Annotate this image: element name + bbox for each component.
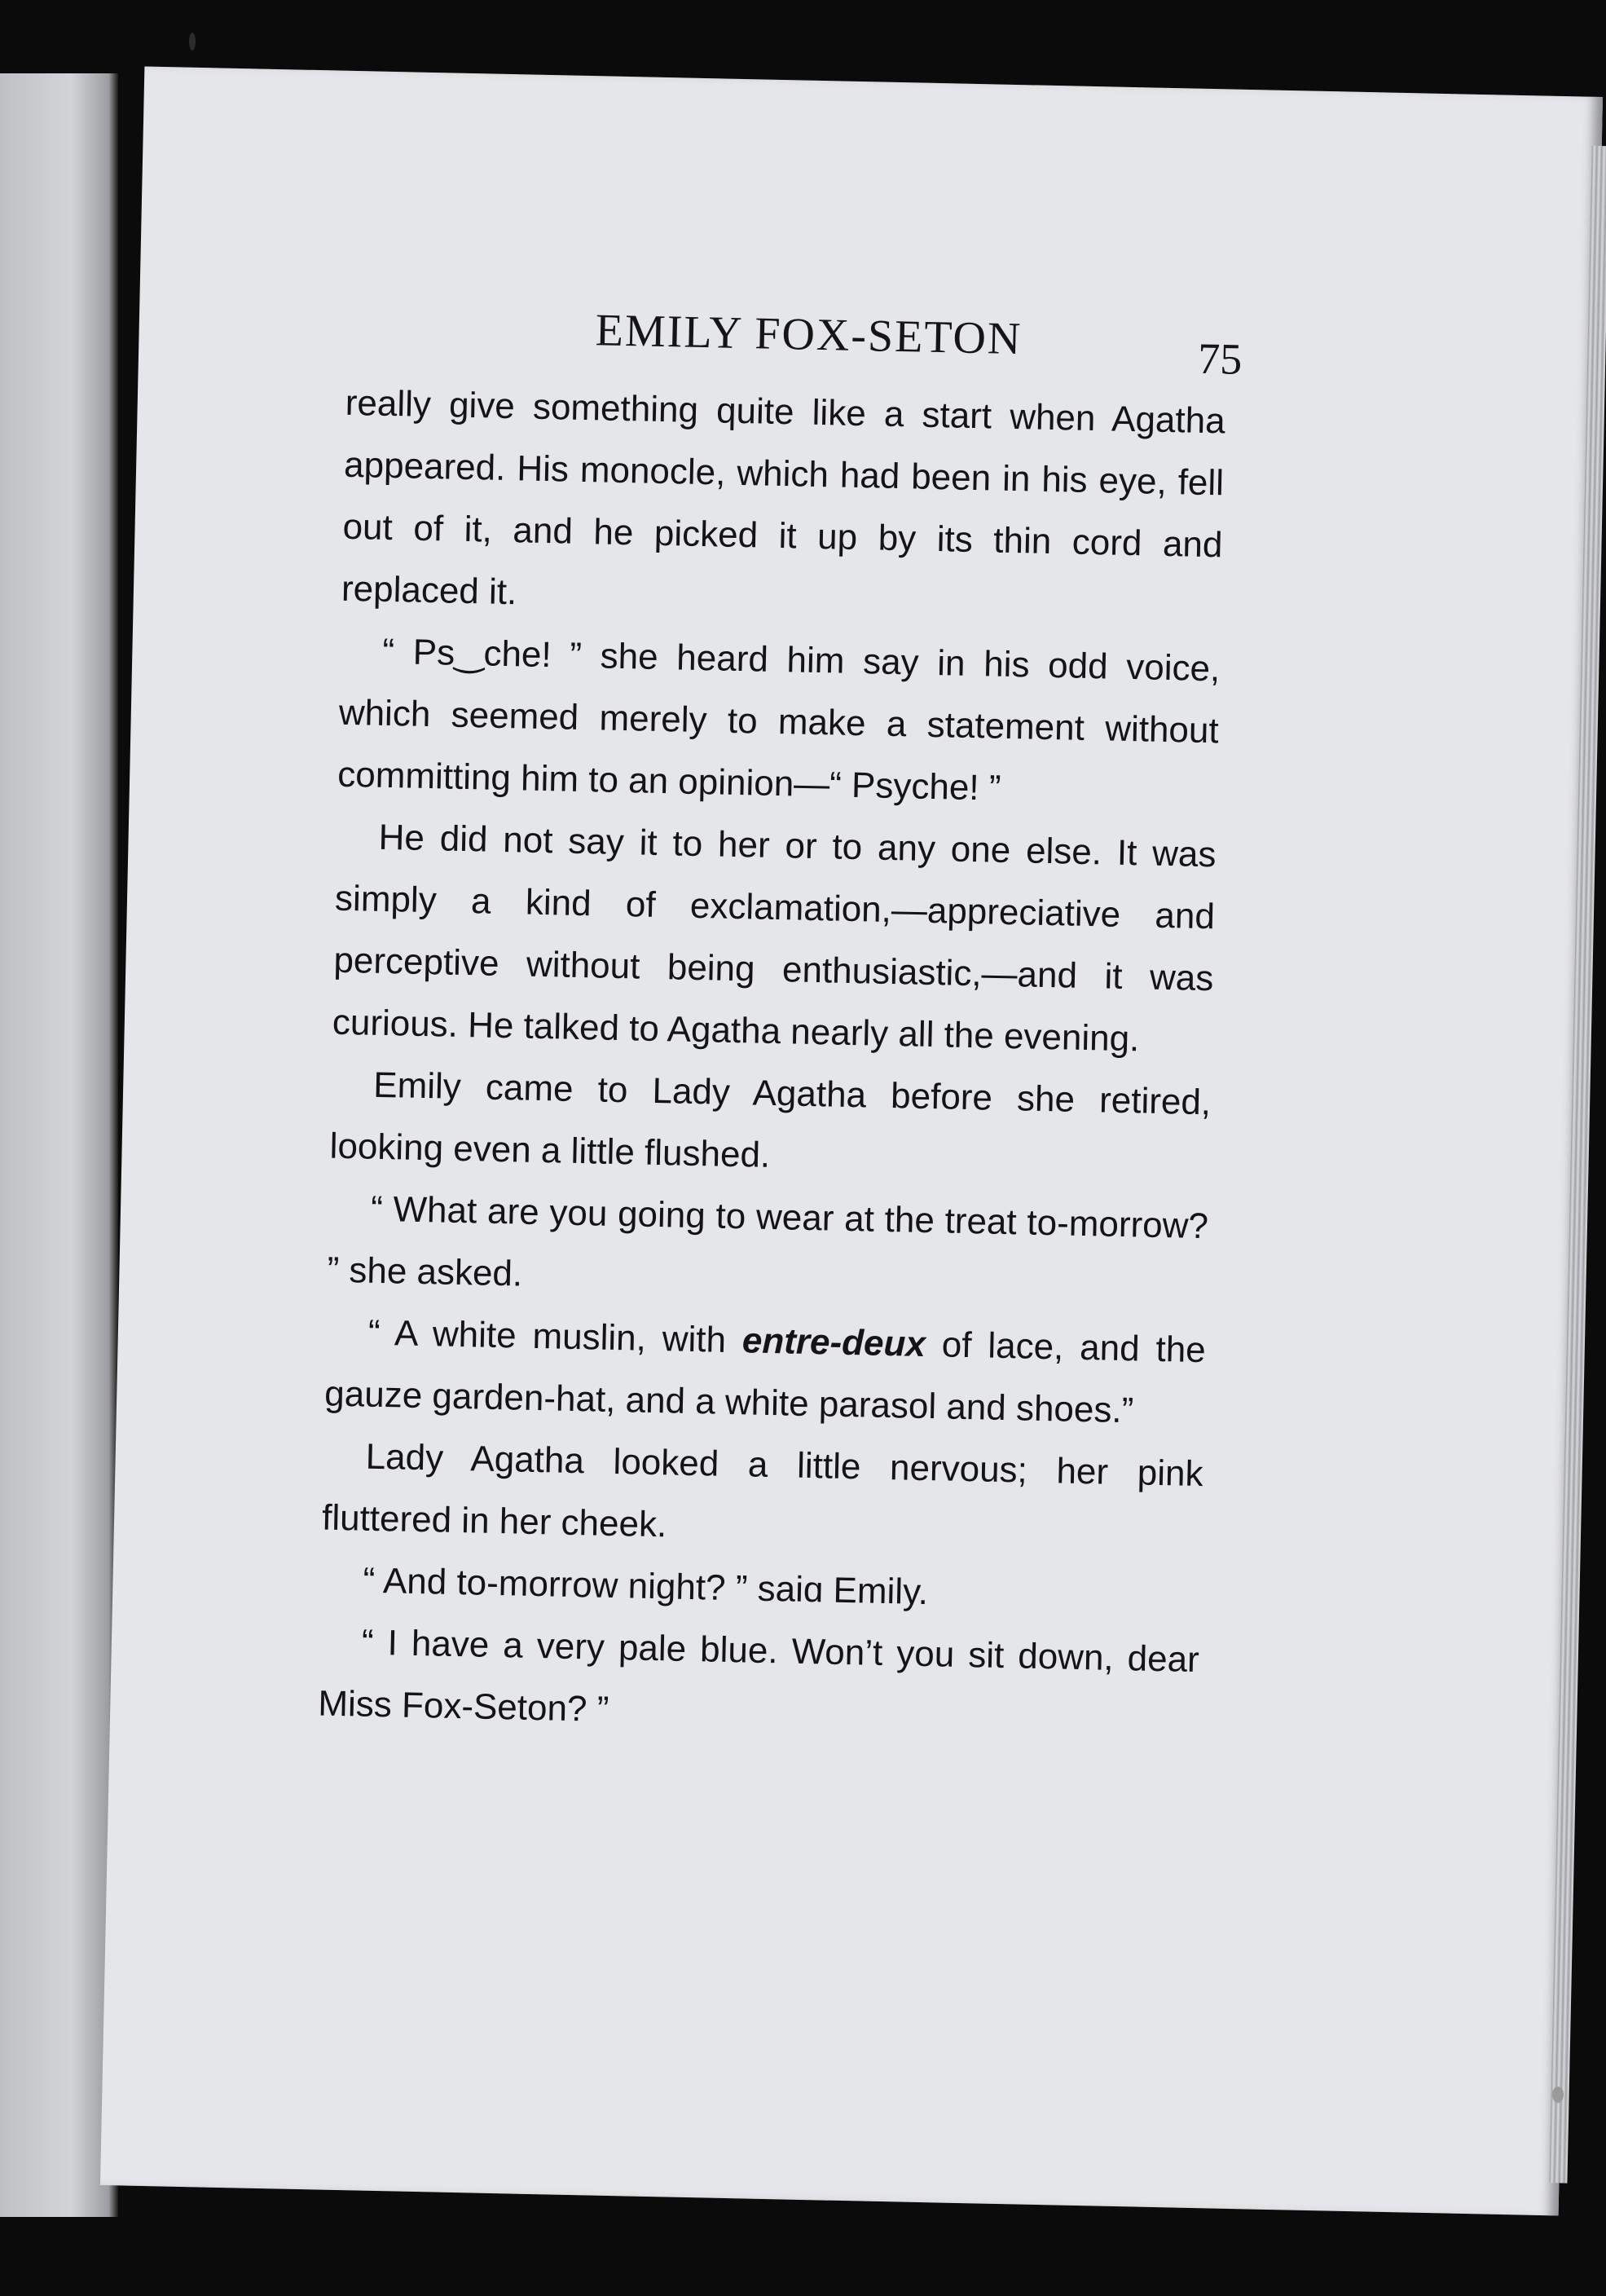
paragraph: “ I have a very pale blue. Won’t you sit down, dear Miss Fox-Seton? ” xyxy=(317,1622,1200,1730)
body-text xyxy=(318,372,1226,1753)
paragraph xyxy=(324,1302,1207,1444)
paragraph: “ What are you going to wear at the treat to-morrow? ” she asked. xyxy=(327,1188,1209,1294)
book-page xyxy=(100,67,1603,2216)
paragraph: really give something quite like a start when Agatha appeared. His monocle, which had been in his eye, fell out of it, and he picked it up by its thin cord and replaced it. xyxy=(341,382,1226,613)
running-title: EMILY FOX-SETON xyxy=(595,305,1023,365)
italic-phrase: entre-deux xyxy=(741,1320,926,1364)
scan-speck xyxy=(1552,2087,1564,2103)
paragraph: “ Ps‿che! ” she heard him say in his odd voice, which seemed merely to make a statement without committing him to an opinion—“ Psyche! ” xyxy=(337,631,1221,809)
page-fore-edge xyxy=(1549,146,1606,2184)
page-number: 75 xyxy=(1197,333,1243,384)
paragraph: He did not say it to her or to any one else. It was simply a kind of exclamation,—appreciative and perceptive without being enthusiastic,—and it was curious. He talked to Agatha nearly all the evening. xyxy=(332,817,1217,1060)
scan-speck xyxy=(189,33,196,51)
text-run: “ A white muslin, with xyxy=(367,1312,743,1361)
text-run: of lace, and the gauze garden-hat, and a white parasol and shoes.” xyxy=(323,1324,1207,1431)
paragraph: Lady Agatha looked a little nervous; her pink fluttered in her cheek. xyxy=(321,1436,1204,1545)
paragraph: “ And to-morrow night? ” saiɑ Emily. xyxy=(363,1560,929,1613)
paragraph: Emily came to Lady Agatha before she retired, looking even a little flushed. xyxy=(329,1064,1212,1175)
facing-page-edge xyxy=(0,73,118,2217)
